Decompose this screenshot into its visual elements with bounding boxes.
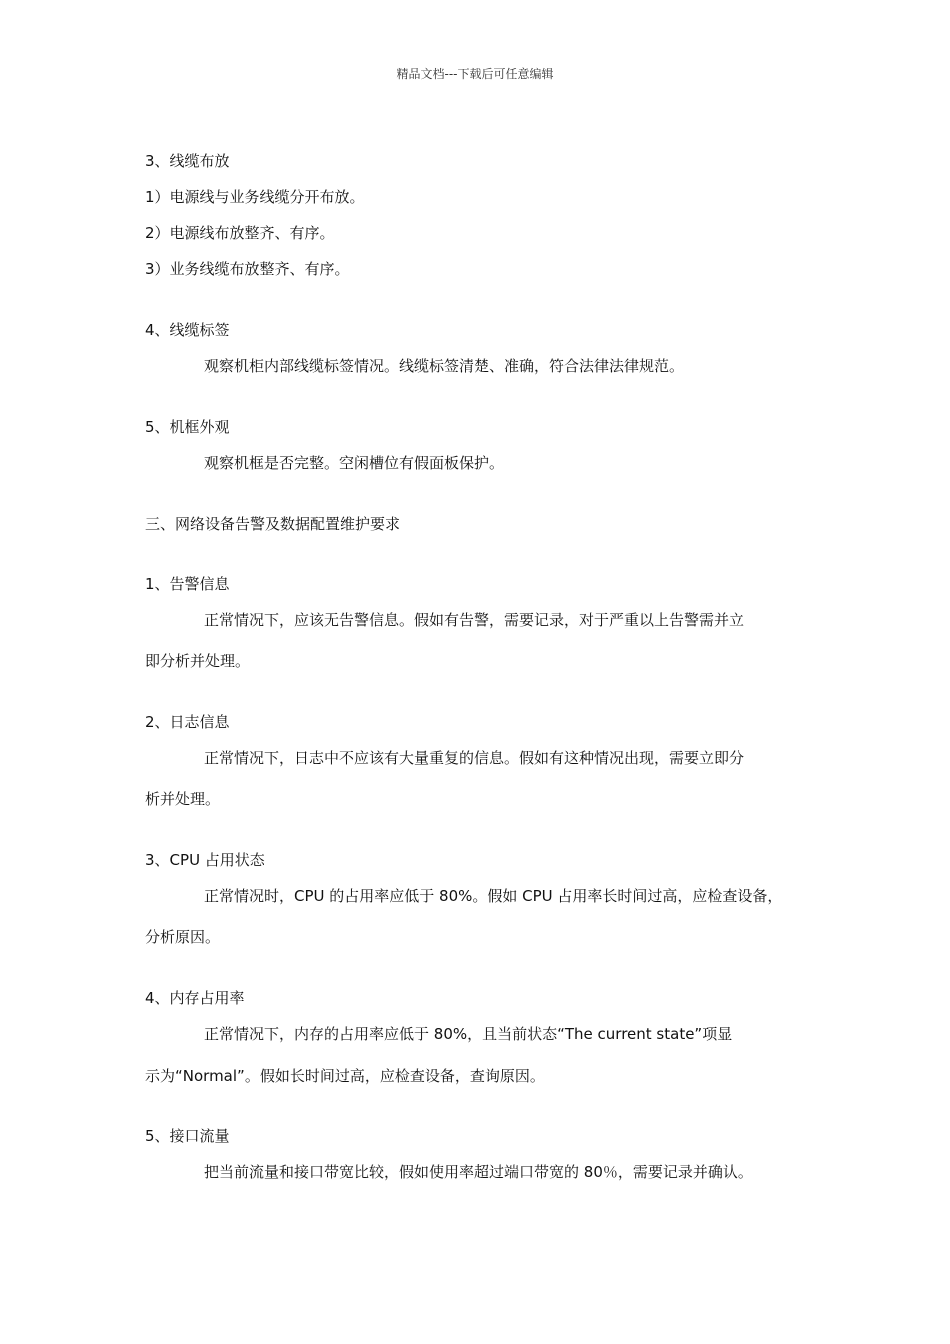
section-4-title: 4、线缆标签 xyxy=(145,321,230,339)
cpu-usage-text-line-2: 分析原因。 xyxy=(145,928,221,946)
log-info-text-line-1: 正常情况下，日志中不应该有大量重复的信息。假如有这种情况出现，需要立即分 xyxy=(204,749,745,767)
log-info-text-line-2: 析并处理。 xyxy=(145,790,221,808)
chapter-3-title: 三、网络设备告警及数据配置维护要求 xyxy=(145,515,401,533)
section-4-text: 观察机柜内部线缆标签情况。线缆标签清楚、准确，符合法律法律规范。 xyxy=(204,357,685,375)
alarm-info-text-line-2: 即分析并处理。 xyxy=(145,652,251,670)
memory-usage-title: 4、内存占用率 xyxy=(145,989,245,1007)
interface-traffic-text-line-1: 把当前流量和接口带宽比较，假如使用率超过端口带宽的 80％，需要记录并确认。 xyxy=(204,1163,753,1181)
section-3-item-3: 3）业务线缆布放整齐、有序。 xyxy=(145,260,350,278)
page-header: 精品文档---下载后可任意编辑 xyxy=(396,67,554,81)
memory-usage-text-line-2: 示为“Normal”。假如长时间过高，应检查设备，查询原因。 xyxy=(145,1067,545,1085)
section-5-text: 观察机框是否完整。空闲槽位有假面板保护。 xyxy=(204,454,505,472)
memory-usage-text-line-1: 正常情况下，内存的占用率应低于 80%，且当前状态“The current state”项显 xyxy=(204,1025,733,1043)
cpu-usage-title: 3、CPU 占用状态 xyxy=(145,851,265,869)
section-3-item-1: 1）电源线与业务线缆分开布放。 xyxy=(145,188,365,206)
section-3-item-2: 2）电源线布放整齐、有序。 xyxy=(145,224,335,242)
log-info-title: 2、日志信息 xyxy=(145,713,230,731)
cpu-usage-text-line-1: 正常情况时，CPU 的占用率应低于 80%。假如 CPU 占用率长时间过高，应检查设备， xyxy=(204,887,783,905)
section-3-title: 3、线缆布放 xyxy=(145,152,230,170)
alarm-info-text-line-1: 正常情况下，应该无告警信息。假如有告警，需要记录，对于严重以上告警需并立 xyxy=(204,611,745,629)
alarm-info-title: 1、告警信息 xyxy=(145,575,230,593)
interface-traffic-title: 5、接口流量 xyxy=(145,1127,230,1145)
section-5-title: 5、机框外观 xyxy=(145,418,230,436)
